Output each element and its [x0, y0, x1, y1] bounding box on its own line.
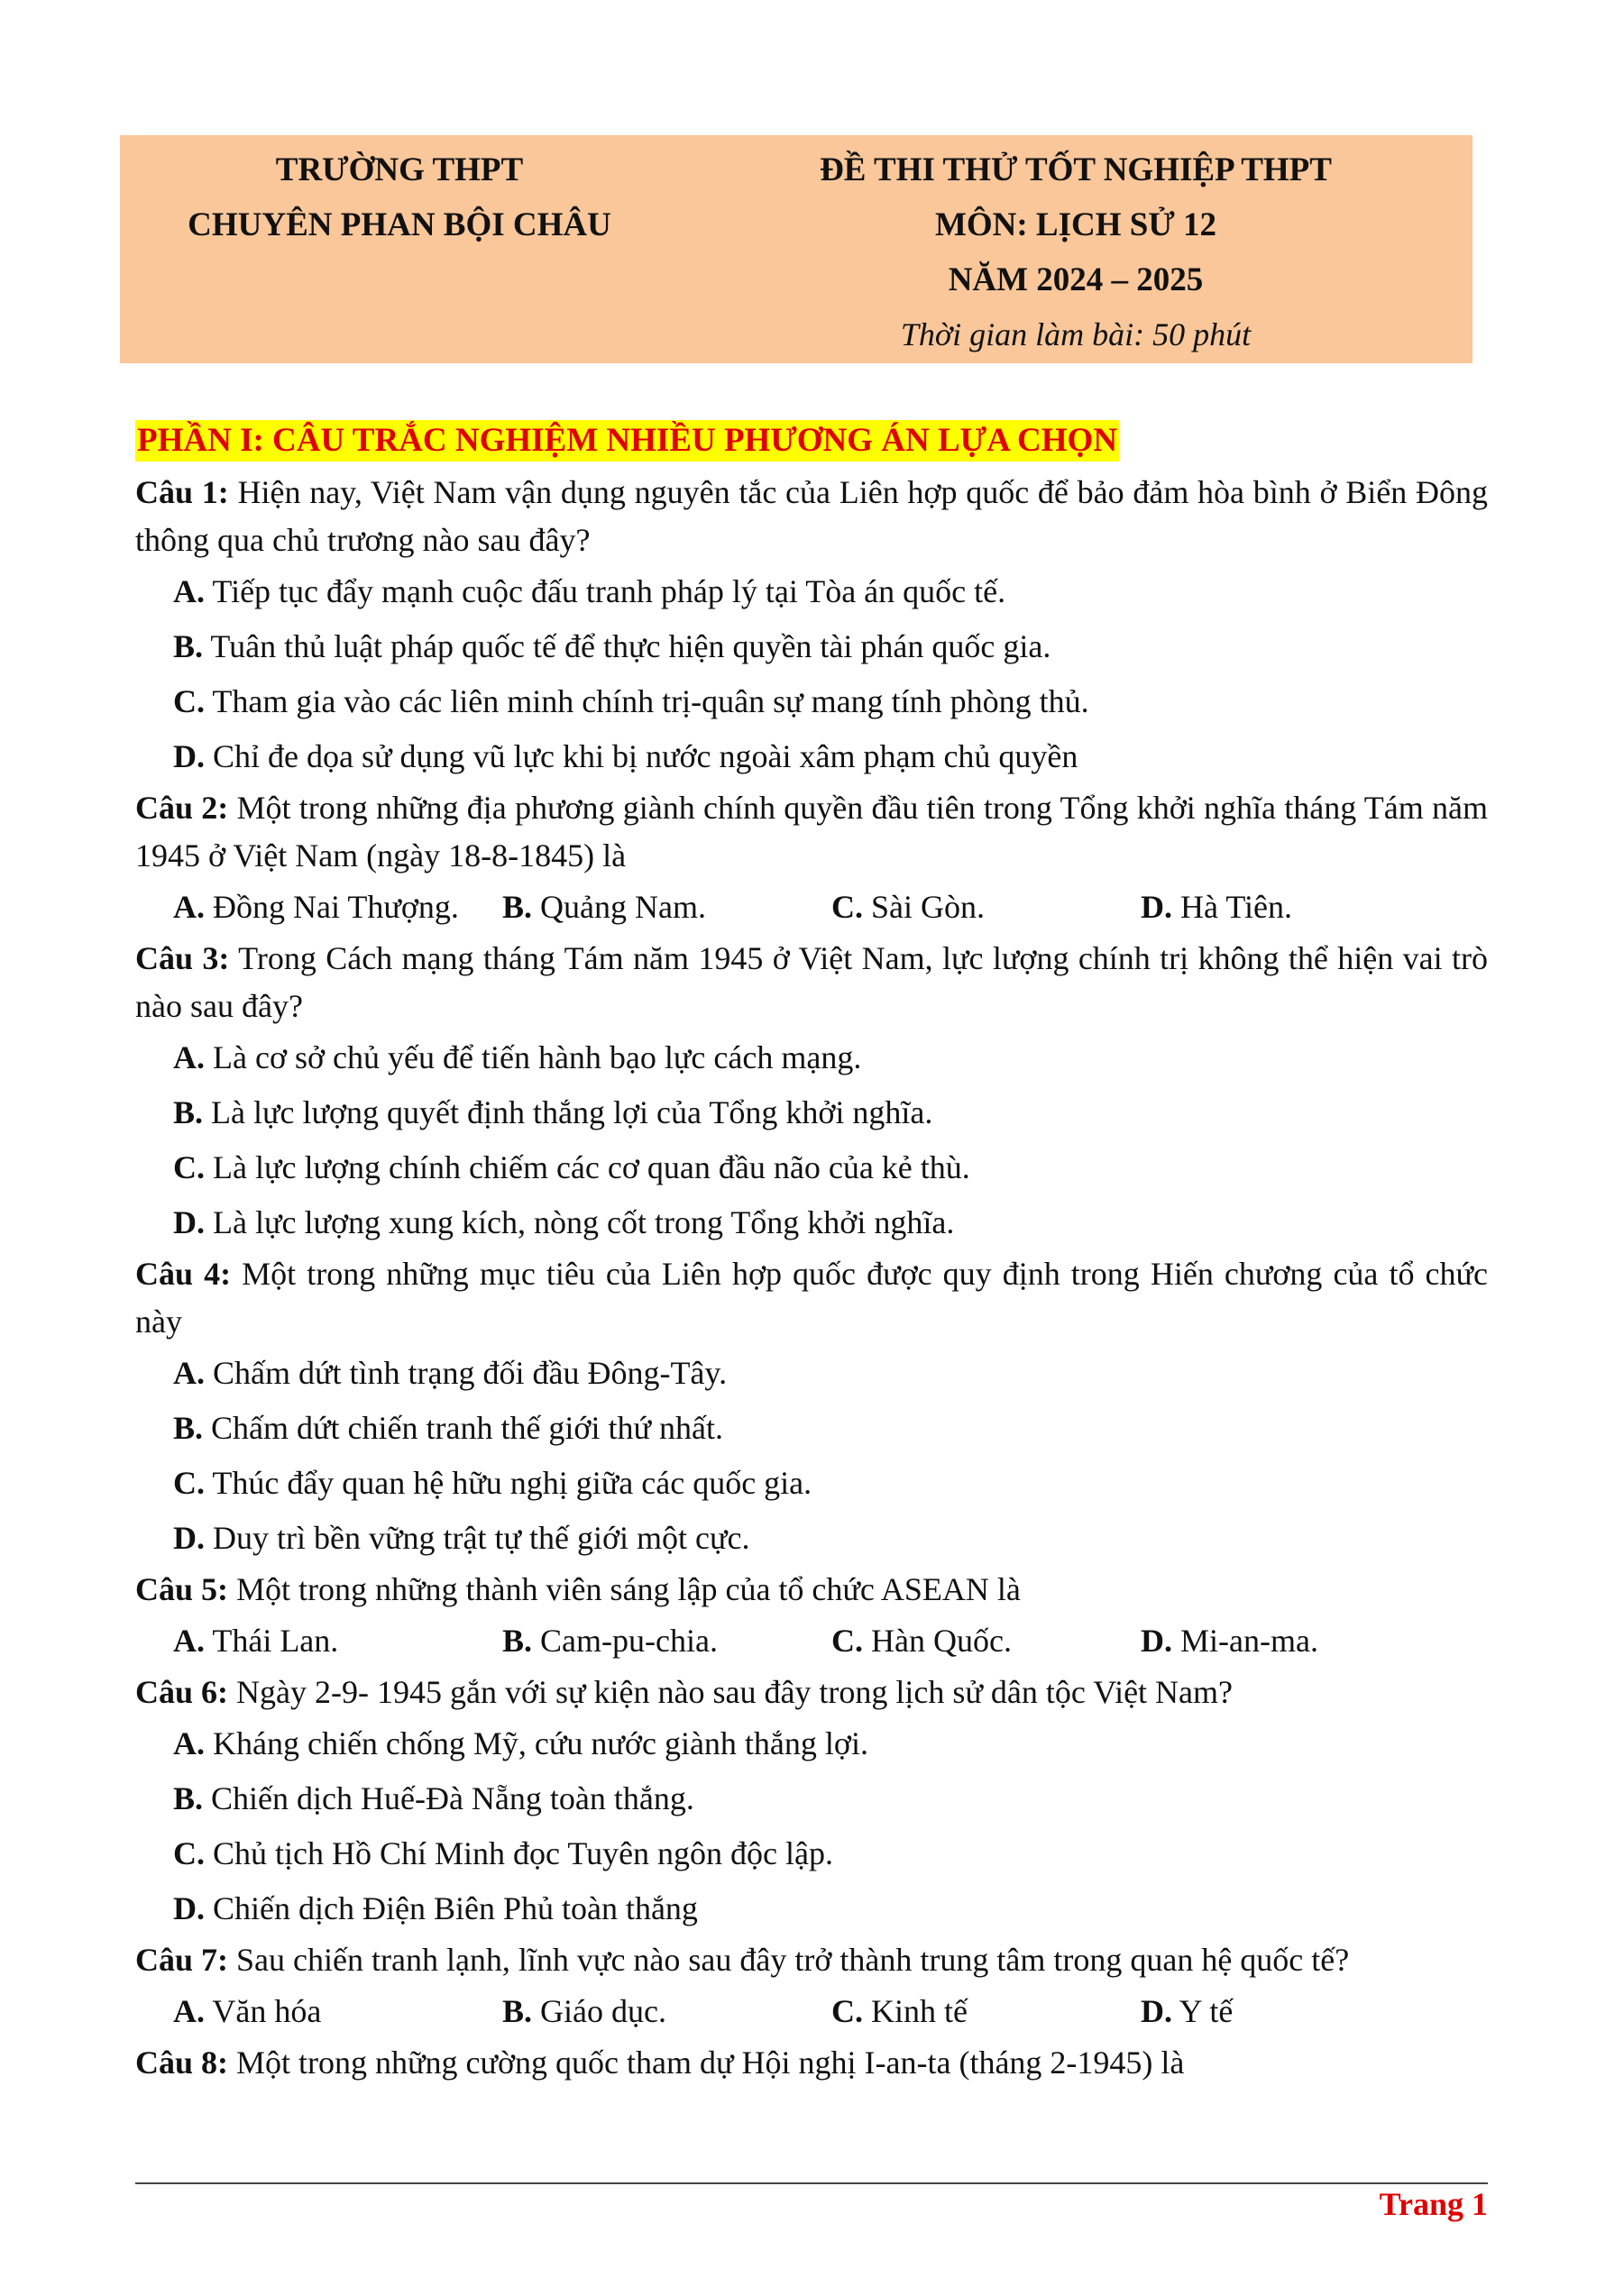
option-key: D. [173, 1520, 205, 1556]
option-text: Thúc đẩy quan hệ hữu nghị giữa các quốc gia. [205, 1465, 812, 1501]
question-1 [135, 469, 1488, 564]
option-3a[interactable] [173, 1030, 1488, 1085]
question-8 [135, 2039, 1488, 2087]
option-2d[interactable] [1141, 880, 1292, 935]
option-key: D. [1141, 1623, 1172, 1659]
option-1a[interactable] [173, 564, 1488, 619]
page-number: Trang 1 [1379, 2186, 1488, 2222]
option-text: Văn hóa [205, 1993, 322, 2029]
option-text: Thái Lan. [205, 1623, 339, 1659]
option-text: Chỉ đe dọa sử dụng vũ lực khi bị nước ngoài xâm phạm chủ quyền [205, 738, 1078, 774]
question-label: Câu 3: [135, 940, 230, 976]
option-key: B. [502, 889, 533, 925]
options-row-5 [173, 1614, 1488, 1669]
option-text: Là lực lượng xung kích, nòng cốt trong Tổng khởi nghĩa. [205, 1204, 955, 1240]
option-3d[interactable] [173, 1195, 1488, 1250]
option-key: B. [173, 1410, 204, 1446]
option-text: Hàn Quốc. [863, 1623, 1012, 1659]
option-6d[interactable] [173, 1881, 1488, 1936]
option-5d[interactable] [1141, 1614, 1318, 1669]
option-text: Tuân thủ luật pháp quốc tế để thực hiện quyền tài phán quốc gia. [203, 628, 1051, 664]
question-6 [135, 1669, 1488, 1716]
option-text: Kinh tế [863, 1993, 968, 2029]
question-label: Câu 6: [135, 1674, 229, 1710]
exam-title: ĐỀ THI THỬ TỐT NGHIỆP THPT [820, 151, 1332, 188]
option-3b[interactable] [173, 1085, 1488, 1140]
question-text: Một trong những mục tiêu của Liên hợp quốc được quy định trong Hiến chương của tổ chức này [135, 1256, 1489, 1340]
option-key: C. [831, 889, 863, 925]
option-text: Là cơ sở chủ yếu để tiến hành bạo lực cách mạng. [205, 1039, 862, 1075]
option-text: Mi-an-ma. [1172, 1623, 1318, 1659]
option-text: Hà Tiên. [1172, 889, 1293, 925]
option-key: D. [173, 1890, 205, 1926]
question-text: Một trong những thành viên sáng lập của tổ chức ASEAN là [228, 1571, 1021, 1607]
option-key: A. [173, 1725, 205, 1761]
footer-divider [135, 2182, 1488, 2184]
option-5a[interactable] [173, 1614, 338, 1669]
option-7a[interactable] [173, 1984, 321, 2039]
question-4 [135, 1250, 1488, 1346]
option-key: B. [502, 1993, 533, 2029]
option-4b[interactable] [173, 1401, 1488, 1456]
option-text: Chiến dịch Huế-Đà Nẵng toàn thắng. [203, 1780, 694, 1816]
question-2 [135, 784, 1488, 880]
question-label: Câu 4: [135, 1256, 232, 1292]
question-5 [135, 1566, 1488, 1614]
option-key: C. [173, 1465, 205, 1501]
option-key: B. [502, 1623, 533, 1659]
option-4c[interactable] [173, 1456, 1488, 1511]
option-1b[interactable] [173, 619, 1488, 674]
question-label: Câu 7: [135, 1942, 229, 1978]
option-key: B. [173, 628, 204, 664]
options-row-2 [173, 880, 1488, 935]
option-key: C. [831, 1993, 863, 2029]
question-text: Hiện nay, Việt Nam vận dụng nguyên tắc của Liên hợp quốc để bảo đảm hòa bình ở Biển Đông thông qua chủ trương nào sau đây? [135, 474, 1488, 558]
option-7b[interactable] [502, 1984, 666, 2039]
question-label: Câu 2: [135, 790, 229, 826]
option-6b[interactable] [173, 1771, 1488, 1826]
option-2c[interactable] [831, 880, 985, 935]
question-text: Trong Cách mạng tháng Tám năm 1945 ở Việt Nam, lực lượng chính trị không thể hiện vai trò nào sau đây? [135, 940, 1488, 1024]
option-key: D. [173, 738, 205, 774]
option-2a[interactable] [173, 880, 459, 935]
option-key: A. [173, 1039, 205, 1075]
school-line-1: TRƯỜNG THPT [275, 151, 524, 188]
option-key: D. [1141, 1993, 1172, 2029]
option-text: Tham gia vào các liên minh chính trị-quân sự mang tính phòng thủ. [205, 683, 1089, 719]
section-title: PHẦN I: CÂU TRẮC NGHIỆM NHIỀU PHƯƠNG ÁN LỰA CHỌN [135, 420, 1119, 462]
question-label: Câu 1: [135, 474, 229, 510]
option-key: D. [173, 1204, 205, 1240]
option-key: C. [831, 1623, 863, 1659]
question-text: Một trong những địa phương giành chính quyền đầu tiên trong Tổng khởi nghĩa tháng Tám năm 1945 ở Việt Nam (ngày 18-8-1845) là [135, 790, 1489, 874]
option-text: Duy trì bền vững trật tự thế giới một cực. [205, 1520, 750, 1556]
option-5b[interactable] [502, 1614, 718, 1669]
option-text: Chiến dịch Điện Biên Phủ toàn thắng [205, 1890, 698, 1926]
option-text: Kháng chiến chống Mỹ, cứu nước giành thắng lợi. [205, 1725, 868, 1761]
option-text: Giáo dục. [532, 1993, 666, 2029]
option-5c[interactable] [831, 1614, 1012, 1669]
school-line-2: CHUYÊN PHAN BỘI CHÂU [188, 206, 611, 243]
option-key: B. [173, 1780, 204, 1816]
option-2b[interactable] [502, 880, 706, 935]
exam-subject: MÔN: LỊCH SỬ 12 [934, 206, 1217, 243]
exam-content [135, 420, 1488, 2087]
option-7c[interactable] [831, 1984, 968, 2039]
option-key: A. [173, 889, 205, 925]
question-label: Câu 8: [135, 2044, 229, 2081]
option-1d[interactable] [173, 729, 1488, 784]
option-text: Đồng Nai Thượng. [205, 889, 459, 925]
option-6c[interactable] [173, 1826, 1488, 1881]
option-key: A. [173, 1993, 205, 2029]
option-key: A. [173, 1355, 205, 1391]
question-3 [135, 935, 1488, 1030]
option-1c[interactable] [173, 674, 1488, 729]
option-text: Tiếp tục đẩy mạnh cuộc đấu tranh pháp lý tại Tòa án quốc tế. [205, 573, 1006, 609]
option-key: B. [173, 1094, 204, 1130]
options-row-7 [173, 1984, 1488, 2039]
option-text: Chấm dứt tình trạng đối đầu Đông-Tây. [205, 1355, 728, 1391]
option-text: Là lực lượng quyết định thắng lợi của Tổng khởi nghĩa. [203, 1094, 933, 1130]
option-text: Sài Gòn. [863, 889, 985, 925]
option-text: Chủ tịch Hồ Chí Minh đọc Tuyên ngôn độc lập. [205, 1835, 834, 1871]
option-4a[interactable] [173, 1346, 1488, 1401]
option-text: Chấm dứt chiến tranh thế giới thứ nhất. [203, 1410, 723, 1446]
option-text: Cam-pu-chia. [532, 1623, 718, 1659]
option-6a[interactable] [173, 1716, 1488, 1771]
school-block [120, 135, 679, 363]
exam-duration: Thời gian làm bài: 50 phút [900, 316, 1252, 352]
option-key: C. [173, 1149, 205, 1185]
exam-header [120, 135, 1473, 363]
option-key: C. [173, 1835, 205, 1871]
exam-info-block [679, 135, 1473, 363]
option-key: A. [173, 1623, 205, 1659]
option-key: C. [173, 683, 205, 719]
question-text: Một trong những cường quốc tham dự Hội nghị I-an-ta (tháng 2-1945) là [228, 2044, 1185, 2081]
option-4d[interactable] [173, 1511, 1488, 1566]
option-text: Y tế [1172, 1993, 1234, 2029]
question-label: Câu 5: [135, 1571, 229, 1607]
option-text: Quảng Nam. [532, 889, 706, 925]
question-7 [135, 1936, 1488, 1984]
question-text: Sau chiến tranh lạnh, lĩnh vực nào sau đây trở thành trung tâm trong quan hệ quốc tế? [228, 1942, 1350, 1978]
option-7d[interactable] [1141, 1984, 1233, 2039]
option-text: Là lực lượng chính chiếm các cơ quan đầu não của kẻ thù. [205, 1149, 970, 1185]
option-key: A. [173, 573, 205, 609]
question-text: Ngày 2-9- 1945 gắn với sự kiện nào sau đây trong lịch sử dân tộc Việt Nam? [228, 1674, 1234, 1710]
option-3c[interactable] [173, 1140, 1488, 1195]
exam-year: NĂM 2024 – 2025 [948, 261, 1204, 298]
option-key: D. [1141, 889, 1172, 925]
